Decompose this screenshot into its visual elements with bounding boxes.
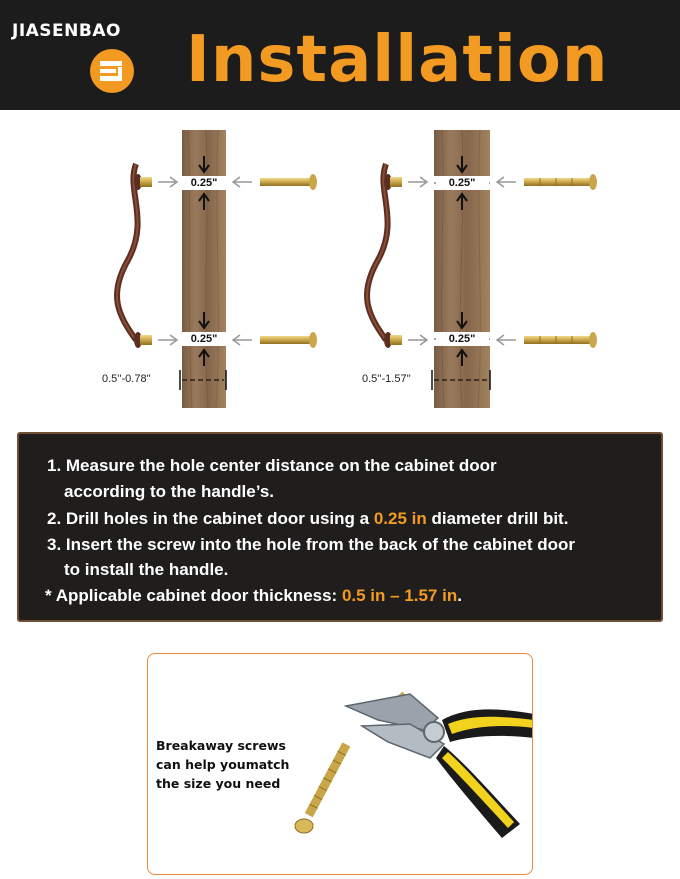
installation-diagram bbox=[0, 120, 680, 420]
left-top-gap-label: 0.25" bbox=[178, 176, 230, 190]
left-screws bbox=[233, 174, 317, 348]
brand-name: JIASENBAO bbox=[12, 21, 121, 41]
left-wood-panel bbox=[180, 130, 226, 408]
note-thickness-range: 0.5 in – 1.57 in bbox=[341, 586, 458, 605]
right-thickness-label: 0.5''-1.57'' bbox=[362, 373, 411, 385]
note-prefix: * Applicable cabinet door thickness: bbox=[45, 586, 342, 605]
right-wood-panel bbox=[432, 130, 490, 408]
step-3-line-1: 3. Insert the screw into the hole from the back of the cabinet door bbox=[47, 535, 576, 554]
step-2-suffix: diameter drill bit. bbox=[426, 509, 569, 528]
right-bottom-gap-label: 0.25" bbox=[436, 332, 488, 346]
step-2-drill-size: 0.25 in bbox=[373, 509, 427, 528]
step-2-prefix: 2. Drill holes in the cabinet door using a bbox=[47, 509, 374, 528]
left-leather-handle bbox=[117, 164, 177, 348]
right-leather-handle bbox=[367, 164, 427, 348]
step-2 bbox=[47, 509, 568, 529]
thickness-note bbox=[45, 586, 462, 606]
note-suffix: . bbox=[457, 586, 462, 605]
pliers-icon bbox=[346, 694, 533, 838]
instructions-panel bbox=[17, 432, 663, 622]
step-1-line-1: 1. Measure the hole center distance on the cabinet door bbox=[47, 456, 497, 475]
caption-line-1: Breakaway screws bbox=[156, 738, 286, 753]
brand-logo-icon bbox=[84, 45, 140, 97]
breakaway-caption bbox=[156, 736, 326, 793]
right-top-gap-label: 0.25" bbox=[436, 176, 488, 190]
header-banner bbox=[0, 0, 680, 110]
step-3-line-2: to install the handle. bbox=[64, 560, 229, 579]
step-1-line-2: according to the handle’s. bbox=[64, 482, 275, 501]
left-thickness-label: 0.5''-0.78'' bbox=[102, 373, 151, 385]
right-breakaway-screws bbox=[497, 174, 597, 348]
left-bottom-gap-label: 0.25" bbox=[178, 332, 230, 346]
breakaway-screws-card bbox=[147, 653, 533, 875]
caption-line-3: the size you need bbox=[156, 776, 281, 791]
caption-line-2: can help youmatch bbox=[156, 757, 290, 772]
page-title: Installation bbox=[186, 23, 609, 97]
